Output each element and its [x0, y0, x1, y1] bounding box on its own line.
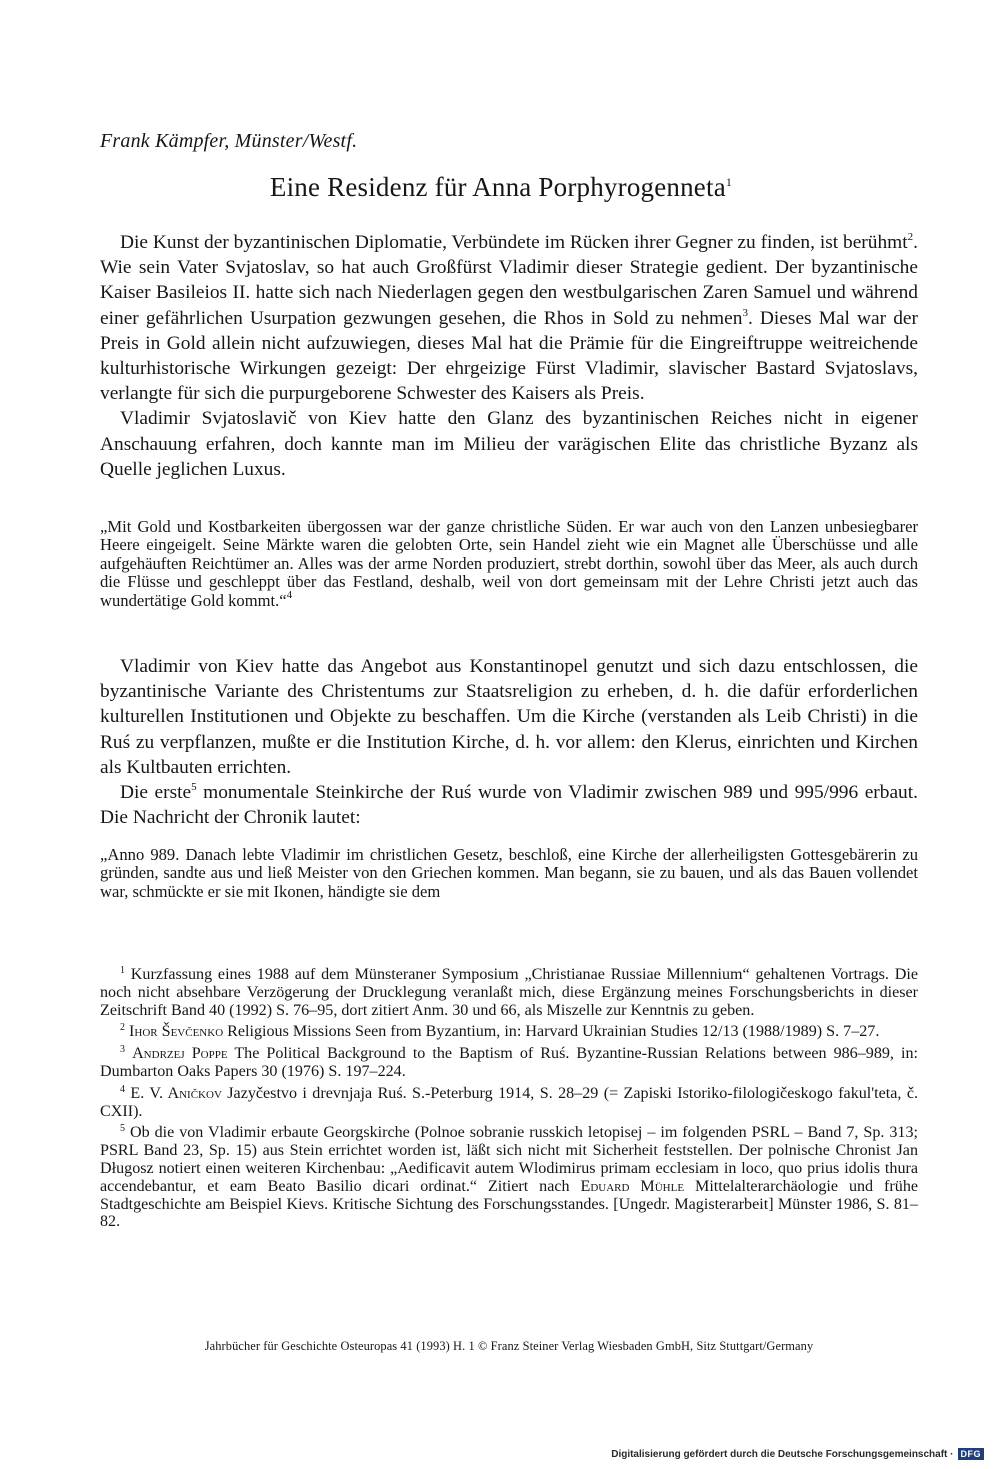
footnote-5-author: Eduard Mühle [580, 1177, 685, 1195]
footnote-2-number: 2 [120, 1022, 125, 1034]
digitization-text: Digitalisierung gefördert durch die Deutsche Forschungsgemeinschaft · [611, 1448, 954, 1460]
footnote-ref-4: 4 [286, 588, 293, 601]
title-footnote-ref: 1 [725, 175, 733, 189]
block-quote-1 [100, 518, 918, 610]
footnote-4-author: E. V. Aničkov [130, 1084, 222, 1102]
footnote-2-author: Ihor Ševčenko [129, 1023, 224, 1041]
paragraph-3: Vladimir von Kiev hatte das Angebot aus Konstantinopel genutzt und sich dazu entschlossen, die byzantinische Variante des Christentums zur Staatsreligion zu erheben, d. h. die dafür erforderlichen kulturellen Institutionen und Objekte zu beschaffen. Um die Kirche (verstanden als Leib Christi) in die Ruś zu verpflanzen, mußte er die Institution Kirche, d. h. vor allem: den Klerus, einrichten und Kirchen als Kultbauten errichten. [100, 656, 918, 778]
footnote-3-number: 3 [120, 1044, 125, 1056]
footnotes [100, 962, 918, 1231]
footnote-5 [100, 1120, 918, 1231]
footnote-3-text: The Political Background to the Baptism of Ruś. Byzantine-Russian Relations between 986–989, in: Dumbarton Oaks Papers 30 (1976) S. 197–224. [100, 1045, 918, 1080]
paragraph-2: Vladimir Svjatoslavič von Kiev hatte den Glanz des byzantinischen Reiches nicht in eigener Anschauung erfahren, doch kannte man im Milieu der varägischen Elite das christliche Byzanz als Quelle jeglichen Luxus. [100, 408, 918, 480]
block-quote-2-text: „Anno 989. Danach lebte Vladimir im christlichen Gesetz, beschloß, eine Kirche der allerheiligsten Gottesgebärerin zu gründen, sandte aus und ließ Meister von den Griechen kommen. Man begann, sie zu bauen, und als das Bauen vollendet war, schmückte er sie mit Ikonen, händigte sie dem [100, 845, 918, 901]
article-title [100, 172, 902, 203]
paragraph-1-text-b: . Wie sein Vater Svjatoslav, so hat auch Großfürst Vladimir dieser Strategie gedient. Der byzantinische Kaiser Basileios II. hatte sich nach Niederlagen gegen den westbulgarischen Zaren Samuel und während einer gefährlichen Usurpation gezwungen gesehen, die Rhos in Sold zu nehmen [100, 232, 918, 329]
paragraph-4 [100, 780, 918, 830]
footnote-3-author: Andrzej Poppe [132, 1045, 228, 1063]
footnote-5-text-b: Mittelalterarchäologie und frühe Stadtgeschichte am Beispiel Kievs. Kritische Sichtung des Forschungsstandes. [Ungedr. Magisterarbeit] Münster 1986, S. 81–82. [100, 1177, 919, 1231]
paragraph-1-text-c: . Dieses Mal war der Preis in Gold allein nicht aufzuwiegen, dieses Mal hat die Prämie für die Eingreiftruppe weitreichende kulturhistorische Wirkungen gezeigt: Der ehrgeizige Fürst Vladimir, slavischer Bastard Svjatoslavs, verlangte für sich die purpurgeborene Schwester des Kaisers als Preis. [100, 307, 918, 405]
quote-1-body: „Mit Gold und Kostbarkeiten übergossen war der ganze christliche Süden. Er war auch von den Lanzen unbesiegbarer Heere eingeigelt. Seine Märkte waren die gelobten Orte, sein Handel zieht wie ein Magnet alle Überschüsse und alle aufgehäuften Reichtümer an. Alles was der arme Norden produziert, strebt dorthin, sowohl über das Meer, als auch durch die Flüsse und geschleppt über das Festland, deshalb, weil von dort gemeinsam mit der Lehre Christi jetzt auch das wundertätige Gold kommt.“ [100, 517, 918, 610]
block-quote-2 [100, 846, 918, 901]
footnote-ref-2: 2 [907, 231, 914, 243]
block-quote-1-text [100, 518, 918, 610]
footnote-2-text: Religious Missions Seen from Byzantium, in: Harvard Ukrainian Studies 12/13 (1988/1989) S. 7–27. [223, 1023, 880, 1041]
footnote-1 [100, 962, 918, 1019]
paragraph-4-text-a: Die erste [120, 782, 192, 804]
dfg-logo-icon: DFG [958, 1448, 985, 1460]
author-line: Frank Kämpfer, Münster/Westf. [100, 130, 358, 152]
footnote-1-text: Kurzfassung eines 1988 auf dem Münsteraner Symposium „Christianae Russiae Millennium“ gehaltenen Vortrags. Die noch nicht absehbare Verzögerung der Drucklegung veranlaßt mich, diese Ergänzung meines Forschungsberichts in dieser Zeitschrift Band 40 (1992) S. 76–95, dort zitiert Anm. 30 und 66, als Miszelle zur Kenntnis zu geben. [100, 966, 918, 1019]
footnote-2 [100, 1019, 918, 1041]
footnote-5-text-a: Ob die von Vladimir erbaute Georgskirche (Polnoe sobranie russkich letopisej – im folgenden PSRL – Band 7, Sp. 313; PSRL Band 23, Sp. 15) aus Stein errichtet worden ist, läßt sich nicht mit Sicherheit feststellen. Der polnische Chronist Jan Długosz notiert einen weiteren Kirchenbau: „Aedificavit autem Wlodimirus primam ecclesiam in loco, quo prius idolis thura accendebantur, et eam Beato Basilio dicari ordinat.“ Zitiert nach [100, 1124, 918, 1195]
paragraph-1 [100, 230, 918, 406]
footnote-ref-3: 3 [742, 306, 748, 319]
body-section-2 [100, 654, 918, 830]
digitization-banner [611, 1448, 984, 1460]
footnote-ref-5: 5 [191, 781, 197, 794]
footnote-4 [100, 1081, 918, 1121]
footnote-5-number: 5 [120, 1123, 125, 1135]
footnote-3 [100, 1041, 918, 1081]
title-text: Eine Residenz für Anna Porphyrogenneta [269, 172, 726, 202]
journal-footer: Jahrbücher für Geschichte Osteuropas 41 (1993) H. 1 © Franz Steiner Verlag Wiesbaden GmbH, Sitz Stuttgart/Germany [204, 1339, 814, 1353]
paragraph-1-text-a: Die Kunst der byzantinischen Diplomatie, Verbündete im Rücken ihrer Gegner zu finden, ist berühmt [120, 232, 908, 253]
body-section-1 [100, 230, 918, 482]
footnote-1-number: 1 [120, 965, 125, 976]
paragraph-4-text-b: monumentale Steinkirche der Ruś wurde von Vladimir zwischen 989 und 995/996 erbaut. Die Nachricht der Chronik lautet: [100, 782, 918, 829]
footnote-4-text: Jazyčestvo i drevnjaja Ruś. S.-Peterburg 1914, S. 28–29 (= Zapiski Istoriko-filologičeskogo fakul'teta, č. CXII). [100, 1084, 918, 1120]
footnote-4-number: 4 [120, 1083, 125, 1095]
